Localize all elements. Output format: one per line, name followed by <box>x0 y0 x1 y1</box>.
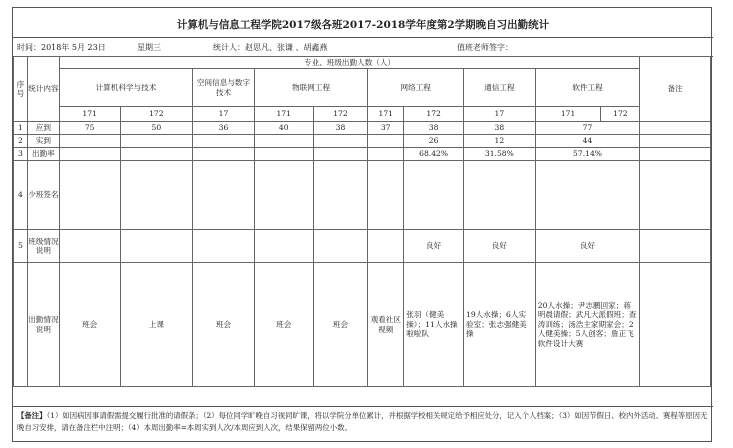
remark-cell <box>640 122 711 135</box>
sheet-title: 计算机与信息工程学院2017级各班2017-2018学年度第2学期晚自习出勤统计 <box>176 19 550 31</box>
empty-cell <box>120 135 193 148</box>
remark-cell <box>640 230 711 263</box>
remark-cell <box>640 161 711 230</box>
empty-cell <box>368 230 404 263</box>
row-class-status <box>14 230 711 263</box>
note-cell: 19人水操；6人实验室；张志强健美操 <box>464 263 536 387</box>
counters-label: 统计人：赵思凡、张谦 、胡鑫燕 <box>213 43 328 52</box>
note-cell: 张羽（健美操）；11人水操啦啦队 <box>404 263 464 387</box>
empty-cell <box>535 161 640 230</box>
row-no: 4 <box>14 161 28 230</box>
empty-cell <box>193 135 255 148</box>
remark-cell <box>640 148 711 161</box>
note-cell: 20人水操；尹志鹏回家；蒋明晨请假；武凡大派假班；查涛训练；汤浩主家期家会；2人健美操；5人创客；詹正飞软件设计大赛 <box>535 263 640 387</box>
empty-cell <box>254 161 313 230</box>
empty-cell <box>404 161 464 230</box>
row-no: 5 <box>14 230 28 263</box>
footer-notes <box>13 406 713 443</box>
row-label: 少班签名 <box>27 161 59 230</box>
major-comm: 通信工程 <box>464 69 536 107</box>
value-cell: 良好 <box>404 230 464 263</box>
empty-cell <box>368 148 404 161</box>
remark-cell <box>640 263 711 387</box>
value-cell: 77 <box>535 122 640 135</box>
weekday-label: 星期三 <box>137 43 161 52</box>
row-signature <box>14 161 711 230</box>
note-cell: 班会 <box>193 263 255 387</box>
row-label: 应到 <box>27 122 59 135</box>
attendance-table-wrap <box>13 56 711 387</box>
note-cell: 上课 <box>120 263 193 387</box>
value-cell: 38 <box>464 122 536 135</box>
empty-cell <box>193 230 255 263</box>
major-spatial: 空间信息与数字技术 <box>193 69 255 107</box>
value-cell: 38 <box>404 122 464 135</box>
empty-cell <box>254 148 313 161</box>
empty-cell <box>368 135 404 148</box>
footer-tag: 【备注】 <box>17 411 47 420</box>
value-cell: 36 <box>193 122 255 135</box>
empty-cell <box>313 230 368 263</box>
value-cell: 57.14% <box>535 148 640 161</box>
value-cell: 良好 <box>464 230 536 263</box>
class-cell: 17 <box>464 107 536 122</box>
row-no: 1 <box>14 122 28 135</box>
empty-cell <box>193 148 255 161</box>
teacher-sign-label: 值班老师签字： <box>457 43 513 52</box>
class-cell: 171 <box>59 107 120 122</box>
empty-cell <box>368 161 404 230</box>
note-cell: 班会 <box>59 263 120 387</box>
value-cell: 31.58% <box>464 148 536 161</box>
class-cell: 17 <box>193 107 255 122</box>
empty-cell <box>313 148 368 161</box>
row-no <box>14 263 28 387</box>
empty-cell <box>59 161 120 230</box>
empty-cell <box>59 135 120 148</box>
major-software: 软件工程 <box>535 69 640 107</box>
row-rate <box>14 148 711 161</box>
footer-text: （1）如因病因事请假需提交履行批准的请假条；（2）每位同学旷晚自习视同旷课，将以学院分单位累计，并根据学校相关规定给予相应处分，记入个人档案；（3）如因节假日、校内外活动、赛程等原因无晚自习安排，请在备注栏中注明；（4）本周出勤率=本周实到人次/本周应到人次，结果保留两位小数。 <box>17 411 708 432</box>
empty-cell <box>120 148 193 161</box>
empty-cell <box>313 161 368 230</box>
value-cell: 44 <box>535 135 640 148</box>
empty-cell <box>464 161 536 230</box>
class-cell: 172 <box>120 107 193 122</box>
value-cell: 38 <box>313 122 368 135</box>
time-label: 时间：2018年 5月 23日 <box>17 43 106 52</box>
major-network: 网络工程 <box>368 69 464 107</box>
empty-cell <box>120 161 193 230</box>
row-label: 班级情况说明 <box>27 230 59 263</box>
remark-cell <box>640 135 711 148</box>
value-cell: 75 <box>59 122 120 135</box>
row-actual <box>14 135 711 148</box>
attendance-table <box>13 56 711 387</box>
row-label: 出勤率 <box>27 148 59 161</box>
row-label: 出勤情况说明 <box>27 263 59 387</box>
row-no: 3 <box>14 148 28 161</box>
class-cell: 171 <box>254 107 313 122</box>
value-cell: 26 <box>404 135 464 148</box>
row-label: 实到 <box>27 135 59 148</box>
header-row <box>13 37 713 57</box>
value-cell: 37 <box>368 122 404 135</box>
row-expected <box>14 122 711 135</box>
remark-header: 备注 <box>640 57 711 122</box>
note-cell: 观看社区视频 <box>368 263 404 387</box>
value-cell: 12 <box>464 135 536 148</box>
value-cell: 40 <box>254 122 313 135</box>
major-cs: 计算机科学与技术 <box>59 69 192 107</box>
note-cell: 班会 <box>313 263 368 387</box>
empty-cell <box>120 230 193 263</box>
empty-cell <box>254 230 313 263</box>
empty-cell <box>254 135 313 148</box>
class-cell: 171 <box>535 107 601 122</box>
content-header: 统计内容 <box>27 57 59 122</box>
empty-cell <box>59 148 120 161</box>
group-header: 专业、班级出勤人数（人） <box>59 57 639 69</box>
class-cell: 172 <box>404 107 464 122</box>
major-iot: 物联网工程 <box>254 69 367 107</box>
seq-header: 序号 <box>14 57 28 122</box>
class-cell: 172 <box>601 107 640 122</box>
note-cell: 班会 <box>254 263 313 387</box>
row-no: 2 <box>14 135 28 148</box>
empty-cell <box>313 135 368 148</box>
empty-cell <box>193 161 255 230</box>
class-cell: 172 <box>313 107 368 122</box>
value-cell: 68.42% <box>404 148 464 161</box>
row-attendance-notes <box>14 263 711 387</box>
value-cell: 良好 <box>535 230 640 263</box>
empty-cell <box>59 230 120 263</box>
value-cell: 50 <box>120 122 193 135</box>
attendance-sheet <box>12 7 712 442</box>
class-cell: 171 <box>368 107 404 122</box>
